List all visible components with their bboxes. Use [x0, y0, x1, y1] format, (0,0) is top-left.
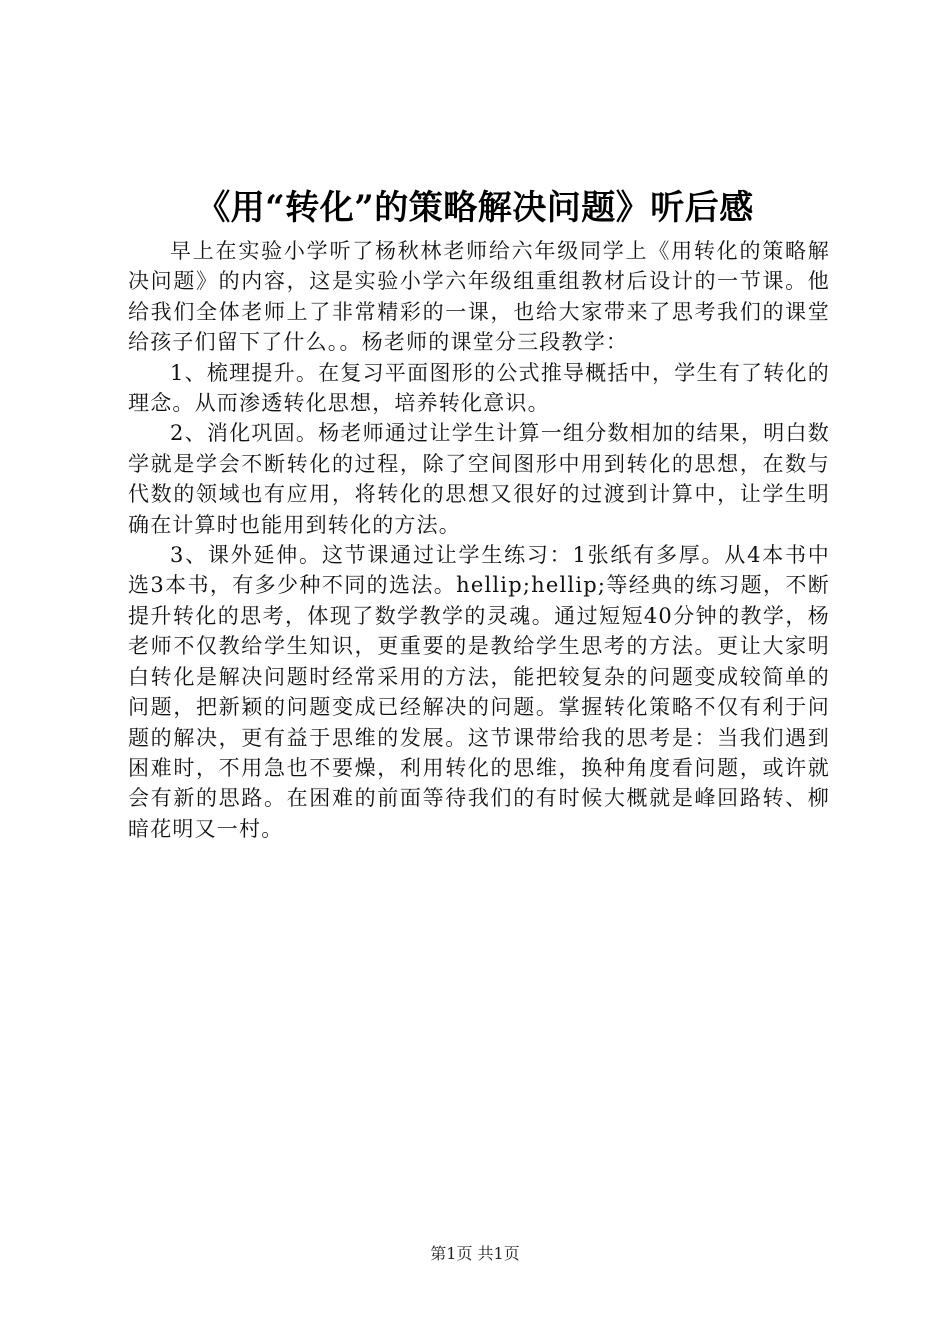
document-title: 《用“转化”的策略解决问题》听后感 [196, 188, 754, 228]
page-footer: 第1页 共1页 [430, 1244, 520, 1263]
paragraph-section-3: 3、课外延伸。这节课通过让学生练习：1张纸有多厚。从4本书中选3本书，有多少种不同的选法。hellip;hellip;等经典的练习题，不断提升转化的思考，体现了数学教学的灵魂。通过短短40分钟的教学，杨老师不仅教给学生知识，更重要的是教给学生思考的方法。更让大家明白转化是解决问题时经常采用的方法，能把较复杂的问题变成较简单的问题，把新颖的问题变成已经解决的问题。掌握转化策略不仅有利于问题的解决，更有益于思维的发展。这节课带给我的思考是：当我们遇到困难时，不用急也不要燥，利用转化的思维，换种角度看问题，或许就会有新的思路。在困难的前面等待我们的有时候大概就是峰回路转、柳暗花明又一村。 [128, 543, 830, 841]
paragraph-section-2: 2、消化巩固。杨老师通过让学生计算一组分数相加的结果，明白数学就是学会不断转化的过程，除了空间图形中用到转化的思想，在数与代数的领域也有应用，将转化的思想又很好的过渡到计算中，让学生明确在计算时也能用到转化的方法。 [128, 421, 830, 537]
document-body [128, 236, 830, 844]
paragraph-section-1: 1、梳理提升。在复习平面图形的公式推导概括中，学生有了转化的理念。从而渗透转化思想，培养转化意识。 [128, 360, 830, 416]
paragraph-intro: 早上在实验小学听了杨秋林老师给六年级同学上《用转化的策略解决问题》的内容，这是实验小学六年级组重组教材后设计的一节课。他给我们全体老师上了非常精彩的一课，也给大家带来了思考我们的课堂给孩子们留下了什么。。杨老师的课堂分三段教学： [128, 239, 830, 355]
